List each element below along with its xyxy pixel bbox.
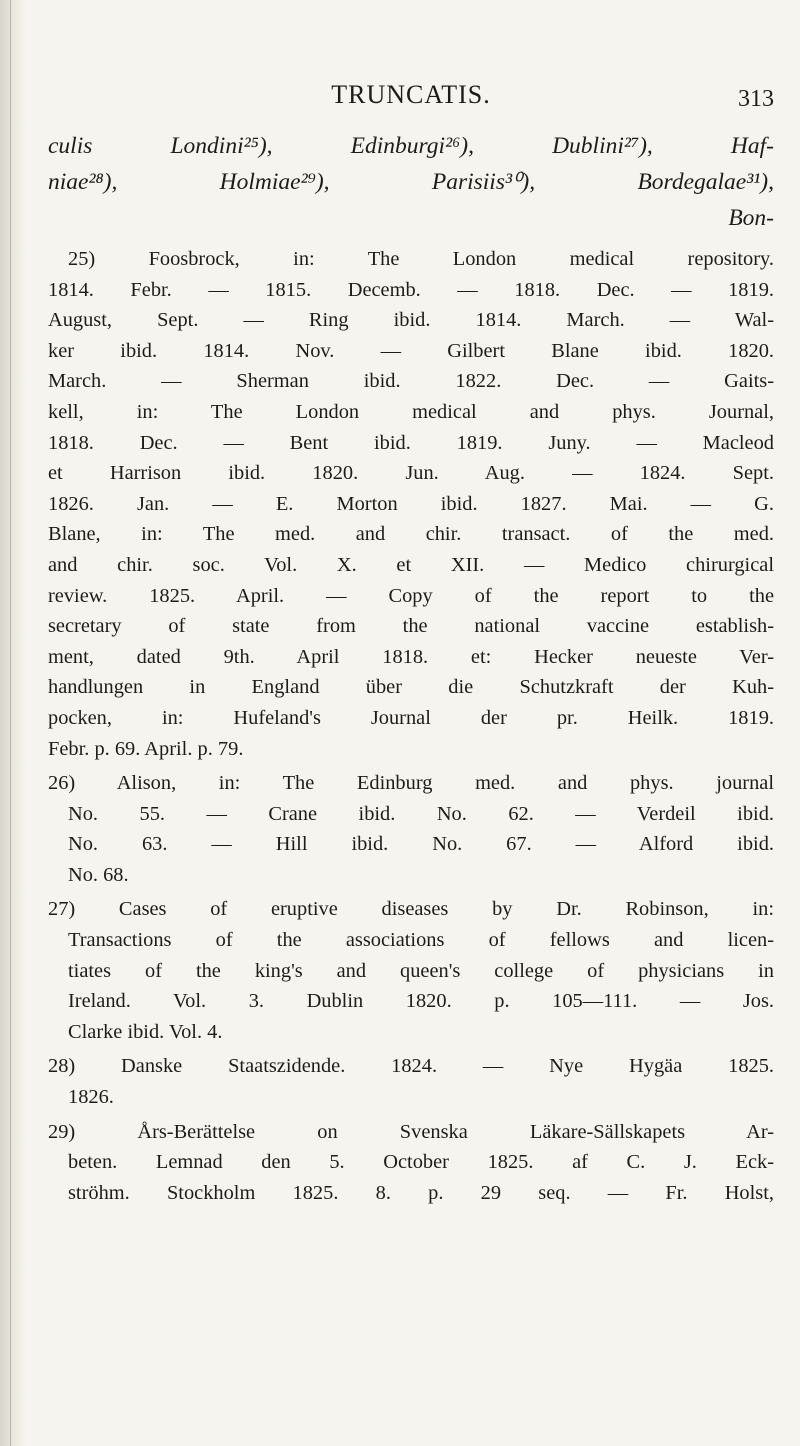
footnote-line: 1818. Dec. — Bent ibid. 1819. Juny. — Macleod <box>48 431 774 454</box>
footnote-29 <box>48 1117 774 1209</box>
running-head <box>48 80 774 114</box>
footnote-line: and chir. soc. Vol. X. et XII. — Medico chirurgical <box>48 553 774 576</box>
footnote-26 <box>48 768 774 890</box>
footnote-line: handlungen in England über die Schutzkraft der Kuh- <box>48 676 774 699</box>
footnote-line: et Harrison ibid. 1820. Jun. Aug. — 1824. Sept. <box>48 462 774 485</box>
main-text-line: niae²⁸), Holmiae²⁹), Parisiis³⁰), Bordegalae³¹), <box>48 169 774 195</box>
footnote-line: March. — Sherman ibid. 1822. Dec. — Gaits- <box>48 370 774 393</box>
book-page <box>48 0 774 1446</box>
footnote-line: 1826. Jan. — E. Morton ibid. 1827. Mai. — G. <box>48 492 774 515</box>
main-text <box>48 128 774 236</box>
footnote-line: ker ibid. 1814. Nov. — Gilbert Blane ibid. 1820. <box>48 339 774 362</box>
footnote-line: 29) Års-Berättelse on Svenska Läkare-Sällskapets Ar- <box>48 1120 774 1143</box>
footnote-line: 25) Foosbrock, in: The London medical repository. <box>68 248 774 270</box>
footnote-line: Clarke ibid. Vol. 4. <box>68 1020 223 1043</box>
footnote-25 <box>48 244 774 764</box>
footnote-line: Transactions of the associations of fellows and licen- <box>68 929 774 952</box>
gutter-fold-line <box>10 0 11 1446</box>
footnote-line: beten. Lemnad den 5. October 1825. af C. J. Eck- <box>68 1151 774 1174</box>
footnote-line: ströhm. Stockholm 1825. 8. p. 29 seq. — Fr. Holst, <box>68 1181 774 1204</box>
main-text-line: culis Londini²⁵), Edinburgi²⁶), Dublini²⁷), Haf- <box>48 133 774 159</box>
footnote-line: pocken, in: Hufeland's Journal der pr. Heilk. 1819. <box>48 706 774 729</box>
page-number: 313 <box>738 86 774 112</box>
footnote-line: 1814. Febr. — 1815. Decemb. — 1818. Dec. — 1819. <box>48 278 774 301</box>
footnote-line: 1826. <box>68 1086 114 1109</box>
footnote-line: No. 63. — Hill ibid. No. 67. — Alford ibid. <box>68 833 774 856</box>
running-head-title: TRUNCATIS. <box>331 80 491 109</box>
footnote-line: No. 55. — Crane ibid. No. 62. — Verdeil ibid. <box>68 802 774 825</box>
footnote-line: No. 68. <box>68 863 129 886</box>
footnote-line: kell, in: The London medical and phys. Journal, <box>48 400 774 423</box>
footnote-line: Blane, in: The med. and chir. transact. of the med. <box>48 523 774 546</box>
binding-gutter <box>0 0 26 1446</box>
footnote-line: 27) Cases of eruptive diseases by Dr. Robinson, in: <box>48 898 774 921</box>
page-body <box>48 128 774 1208</box>
footnote-line: secretary of state from the national vaccine establish- <box>48 615 774 638</box>
footnote-line: review. 1825. April. — Copy of the report to the <box>48 584 774 607</box>
footnote-28 <box>48 1051 774 1112</box>
footnote-line: 28) Danske Staatszidende. 1824. — Nye Hygäa 1825. <box>48 1055 774 1078</box>
footnote-line: tiates of the king's and queen's college of physicians in <box>68 959 774 982</box>
footnote-line: August, Sept. — Ring ibid. 1814. March. — Wal- <box>48 309 774 332</box>
footnote-27 <box>48 894 774 1047</box>
catchword: Bon- <box>728 205 774 231</box>
footnote-line: Febr. p. 69. April. p. 79. <box>48 737 244 760</box>
footnote-line: 26) Alison, in: The Edinburg med. and phys. journal <box>48 772 774 795</box>
footnote-line: Ireland. Vol. 3. Dublin 1820. p. 105—111. — Jos. <box>68 990 774 1013</box>
footnote-line: ment, dated 9th. April 1818. et: Hecker neueste Ver- <box>48 645 774 668</box>
